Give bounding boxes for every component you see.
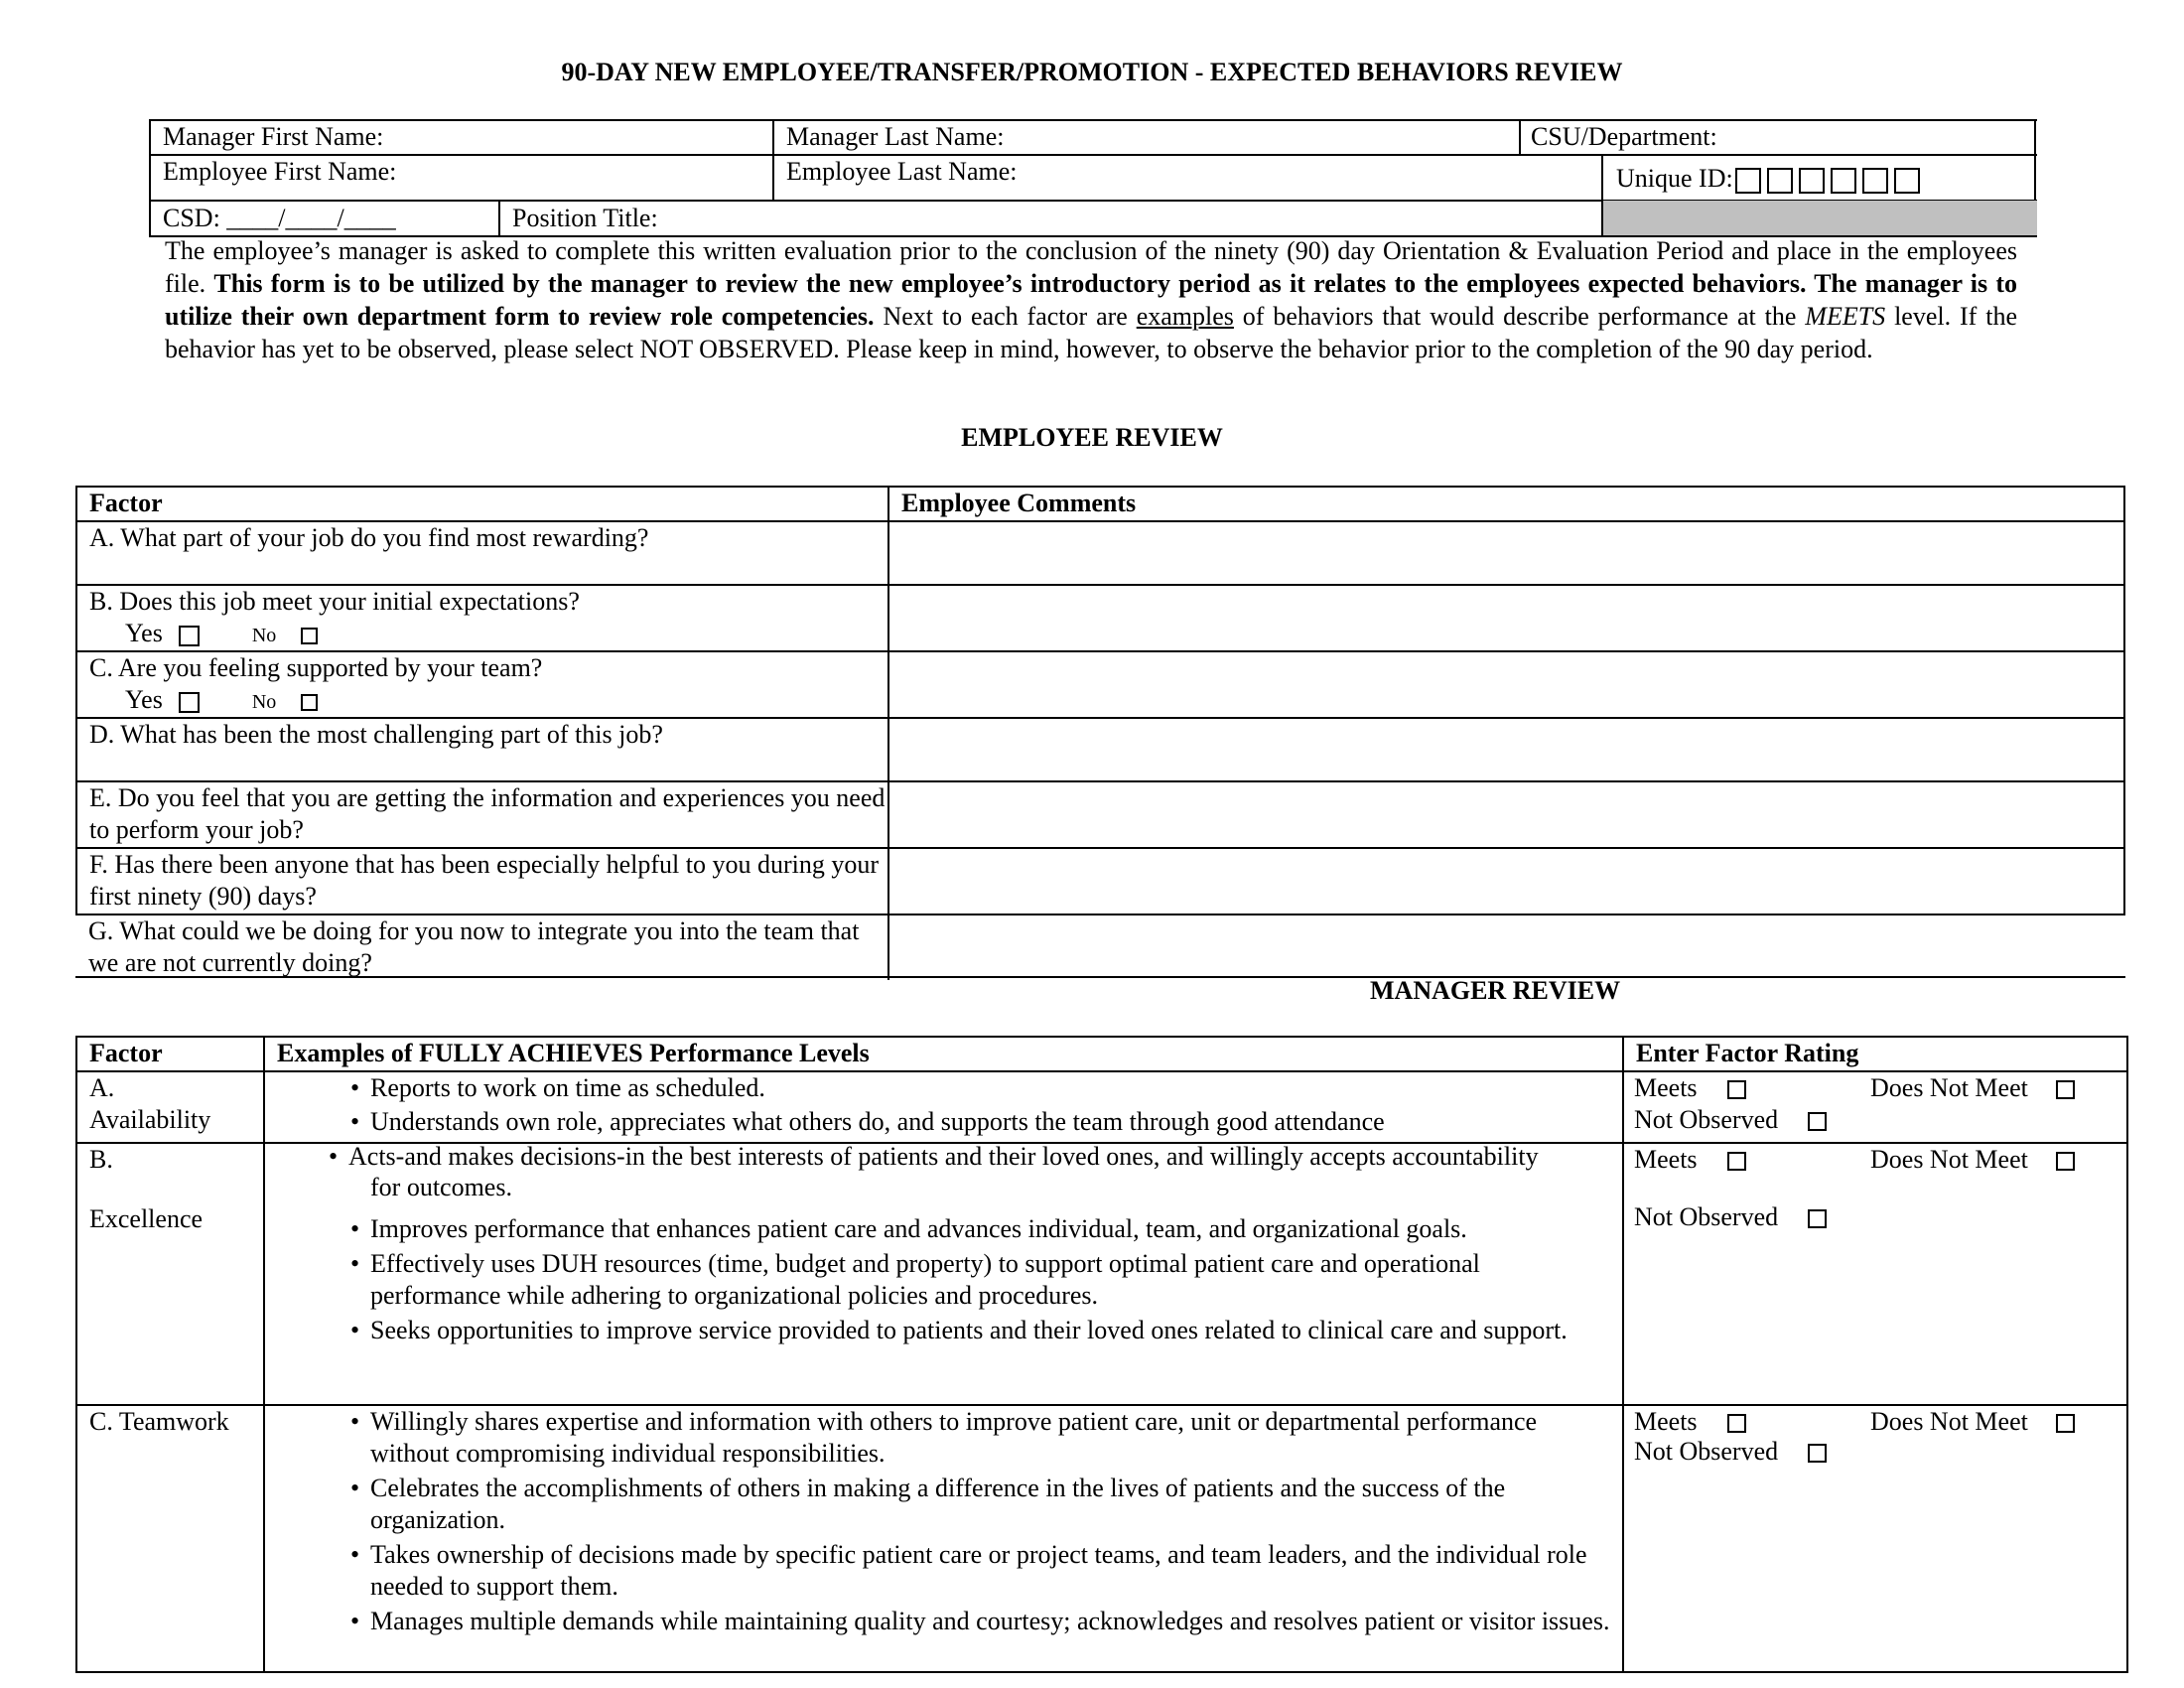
- employee-question-d: D. What has been the most challenging part of this job?: [76, 718, 888, 781]
- rating-availability: [1623, 1071, 2127, 1143]
- form-title: 90-DAY NEW EMPLOYEE/TRANSFER/PROMOTION - EXPECTED BEHAVIORS REVIEW: [561, 58, 1623, 86]
- manager-review-table: [75, 1036, 2128, 1673]
- examples-excellence: [264, 1143, 1623, 1405]
- employee-factor-header: Factor: [76, 487, 888, 521]
- bullet-item: • Reports to work on time as scheduled.: [350, 1072, 765, 1102]
- employee-first-name-label: Employee First Name:: [163, 157, 397, 186]
- unique-id-field: [1616, 163, 1920, 196]
- bullet-continuation: for outcomes.: [370, 1172, 512, 1201]
- does-not-meet-checkbox[interactable]: [2056, 1152, 2075, 1171]
- manager-rating-header: Enter Factor Rating: [1623, 1037, 2127, 1071]
- bullet-item: • Effectively uses DUH resources (time, budget and property) to support optimal patient care and operational performance while adhering to organizational policies and procedures.: [350, 1248, 1480, 1310]
- yes-label: Yes: [125, 685, 163, 714]
- intro-text-1: The employee’s manager is asked to complete this written evaluation prior to the conclusion of the ninety (90) day Orientation & Evaluation Period and place in the employees file.: [165, 236, 2017, 298]
- bullet-item: • Understands own role, appreciates what others do, and supports the team through good attendance: [350, 1107, 1385, 1136]
- csd-date-field[interactable]: CSD: ____/____/____: [163, 204, 396, 232]
- yes-checkbox-b[interactable]: [179, 626, 200, 646]
- meets-checkbox[interactable]: [1727, 1152, 1746, 1171]
- manager-factor-header: Factor: [76, 1037, 264, 1071]
- meets-checkbox[interactable]: [1727, 1414, 1746, 1433]
- bullet-item: • Willingly shares expertise and information with others to improve patient care, unit or departmental performance without compromising individual responsibilities.: [350, 1406, 1538, 1468]
- manager-last-name-label: Manager Last Name:: [786, 122, 1005, 151]
- header-info-grid: [149, 119, 2037, 238]
- employee-question-a: A. What part of your job do you find most rewarding?: [76, 521, 888, 585]
- employee-comment-f[interactable]: [888, 848, 2124, 914]
- factor-availability: [76, 1071, 264, 1143]
- no-checkbox-c[interactable]: [301, 694, 318, 711]
- factor-name-availability: Availability: [89, 1105, 211, 1134]
- does-not-meet-option[interactable]: Does Not Meet: [1870, 1144, 2075, 1177]
- employee-comment-a[interactable]: [888, 521, 2124, 585]
- meets-checkbox[interactable]: [1727, 1080, 1746, 1099]
- not-observed-option[interactable]: Not Observed: [1634, 1104, 2115, 1137]
- bullet-item: • Manages multiple demands while maintaining quality and courtesy; acknowledges and resolves patient or visitor issues.: [350, 1606, 1610, 1635]
- not-observed-checkbox[interactable]: [1808, 1444, 1827, 1463]
- unique-id-box-4[interactable]: [1831, 168, 1856, 194]
- csu-department-label: CSU/Department:: [1531, 122, 1717, 151]
- employee-question-g: G. What could we be doing for you now to integrate you into the team that we are not currently doing?: [76, 914, 888, 980]
- intro-text-4: level. If the behavior has yet to be observed, please select NOT OBSERVED. Please keep in mind, however, to observe the behavior prior to the completion of the 90 day period.: [165, 302, 2017, 363]
- not-observed-option[interactable]: Not Observed: [1634, 1436, 2115, 1469]
- bullet-item: • Celebrates the accomplishments of others in making a difference in the lives of patients and the success of the organization.: [350, 1473, 1506, 1534]
- bullet-item: • Seeks opportunities to improve service provided to patients and their loved ones related to clinical care and support.: [350, 1315, 1568, 1344]
- examples-availability: [264, 1071, 1623, 1143]
- rating-excellence: [1623, 1143, 2127, 1405]
- factor-excellence: [76, 1143, 264, 1405]
- intro-text-2: Next to each factor are: [874, 302, 1137, 331]
- meets-option[interactable]: Meets: [1634, 1072, 1746, 1105]
- not-observed-option[interactable]: Not Observed: [1634, 1201, 2115, 1234]
- employee-comment-b[interactable]: [888, 585, 2124, 651]
- no-label: No: [251, 691, 277, 713]
- examples-teamwork: [264, 1405, 1623, 1672]
- factor-name-excellence: Excellence: [89, 1204, 204, 1233]
- instructions-paragraph: [165, 234, 2017, 365]
- factor-name-teamwork: C. Teamwork: [89, 1406, 229, 1436]
- factor-teamwork: [76, 1405, 264, 1672]
- yes-checkbox-c[interactable]: [179, 692, 200, 713]
- bullet-item: • Takes ownership of decisions made by specific patient care or project teams, and team leaders, and the individual role needed to support them.: [350, 1539, 1587, 1601]
- no-checkbox-b[interactable]: [301, 628, 318, 644]
- employee-question-c: [76, 651, 888, 718]
- employee-comment-d[interactable]: [888, 718, 2124, 781]
- intro-text-3: of behaviors that would describe performance at the: [1233, 302, 1806, 331]
- does-not-meet-option[interactable]: Does Not Meet: [1870, 1406, 2075, 1439]
- bullet-item: • Improves performance that enhances patient care and advances individual, team, and organizational goals.: [350, 1214, 1467, 1243]
- employee-question-b-text: B. Does this job meet your initial expectations?: [89, 586, 580, 616]
- factor-letter-b: B.: [89, 1144, 113, 1174]
- yes-label: Yes: [125, 619, 163, 647]
- employee-comments-header: Employee Comments: [888, 487, 2124, 521]
- employee-comment-g[interactable]: [888, 914, 2124, 980]
- no-label: No: [251, 625, 277, 646]
- bullet-item: • Acts-and makes decisions-in the best interests of patients and their loved ones, and willingly accepts accountability: [329, 1141, 1539, 1171]
- unique-id-box-6[interactable]: [1894, 168, 1920, 194]
- manager-examples-header: Examples of FULLY ACHIEVES Performance Levels: [264, 1037, 1623, 1071]
- employee-table-bottom-rule: [75, 976, 2125, 978]
- meets-option[interactable]: Meets: [1634, 1144, 1746, 1177]
- grey-field: [1603, 201, 2037, 235]
- intro-underlined-word: examples: [1136, 302, 1234, 331]
- meets-option[interactable]: Meets: [1634, 1406, 1746, 1439]
- yes-no-row-c: [89, 684, 876, 717]
- not-observed-checkbox[interactable]: [1808, 1112, 1827, 1131]
- employee-question-c-text: C. Are you feeling supported by your team?: [89, 652, 543, 682]
- yes-no-row-b: [89, 618, 876, 650]
- employee-comment-c[interactable]: [888, 651, 2124, 718]
- intro-italic-word: MEETS: [1805, 302, 1886, 331]
- employee-review-table: [75, 486, 2125, 980]
- does-not-meet-checkbox[interactable]: [2056, 1414, 2075, 1433]
- employee-comment-e[interactable]: [888, 781, 2124, 848]
- employee-question-f: F. Has there been anyone that has been especially helpful to you during your first ninety (90) days?: [76, 848, 888, 914]
- not-observed-checkbox[interactable]: [1808, 1209, 1827, 1228]
- rating-teamwork: [1623, 1405, 2127, 1672]
- unique-id-box-5[interactable]: [1862, 168, 1888, 194]
- intro-bold-text: This form is to be utilized by the manager to review the new employee’s introductory period as it relates to the employees expected behaviors. The manager is to utilize their own department form to review role competencies.: [165, 269, 2017, 331]
- employee-review-heading: EMPLOYEE REVIEW: [961, 423, 1223, 452]
- employee-last-name-label: Employee Last Name:: [786, 157, 1018, 186]
- unique-id-box-1[interactable]: [1735, 168, 1761, 194]
- unique-id-box-2[interactable]: [1767, 168, 1793, 194]
- does-not-meet-option[interactable]: Does Not Meet: [1870, 1072, 2075, 1105]
- employee-question-b: [76, 585, 888, 651]
- unique-id-label: Unique ID:: [1616, 164, 1733, 193]
- does-not-meet-checkbox[interactable]: [2056, 1080, 2075, 1099]
- factor-letter-a: A.: [89, 1072, 115, 1102]
- position-title-label: Position Title:: [512, 204, 658, 232]
- employee-question-e: E. Do you feel that you are getting the information and experiences you need to perform your job?: [76, 781, 888, 848]
- manager-first-name-label: Manager First Name:: [163, 122, 384, 151]
- manager-review-heading: MANAGER REVIEW: [1370, 976, 1621, 1005]
- unique-id-box-3[interactable]: [1799, 168, 1825, 194]
